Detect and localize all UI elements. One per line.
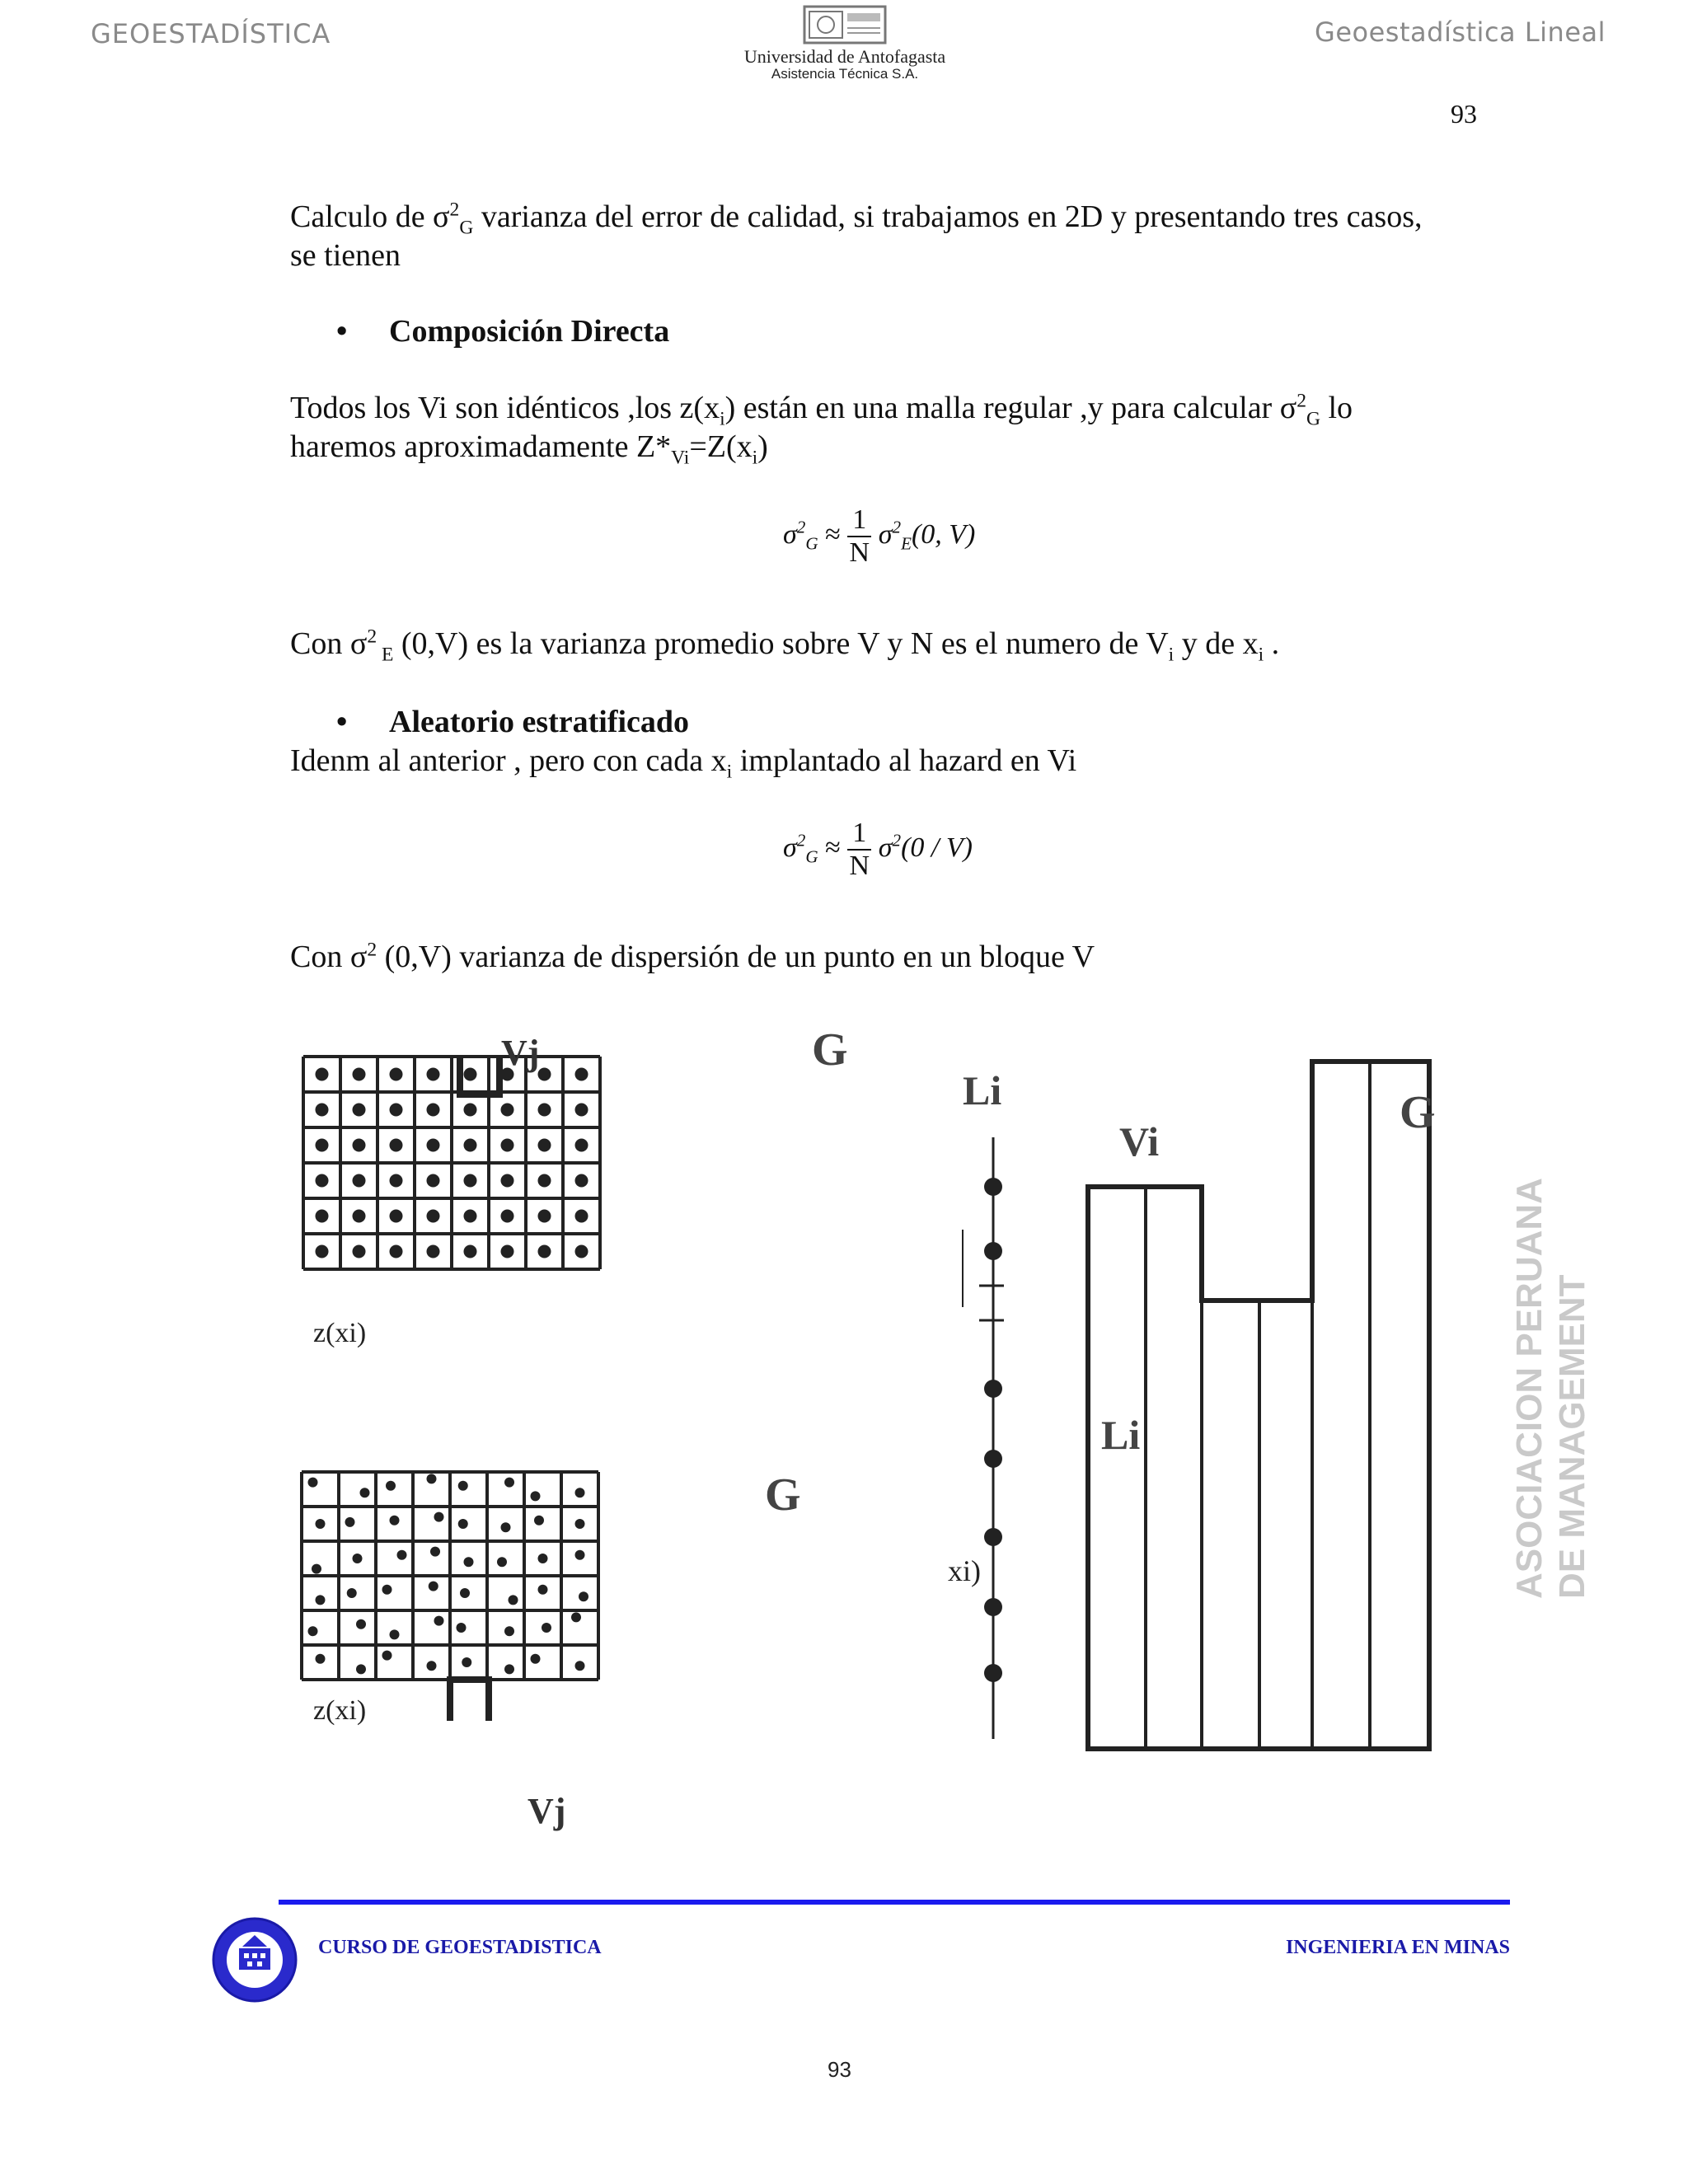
sample-point xyxy=(575,1488,585,1497)
sample-point xyxy=(984,1380,1002,1398)
sample-point xyxy=(390,1068,403,1081)
section2-paragraph: Idenm al anterior , pero con cada $x_i$ implantado al hazard en Vi xyxy=(290,743,1077,783)
sample-point xyxy=(308,1478,318,1488)
footer-left: CURSO DE GEOESTADISTICA xyxy=(318,1937,602,1958)
sample-point xyxy=(316,1174,329,1188)
sample-point xyxy=(356,1664,366,1674)
sample-point xyxy=(458,1481,468,1491)
sample-point xyxy=(538,1068,551,1081)
sample-point xyxy=(984,1528,1002,1546)
section2-title: Aleatorio estratificado xyxy=(389,705,690,739)
sample-point xyxy=(538,1554,548,1563)
sample-point xyxy=(427,1474,437,1483)
section1-title: Composición Directa xyxy=(389,314,670,349)
sample-point xyxy=(356,1619,366,1629)
sample-point xyxy=(353,1139,366,1152)
sample-point xyxy=(575,1245,588,1258)
sample-point xyxy=(316,1210,329,1223)
sample-point xyxy=(504,1664,514,1674)
sample-point xyxy=(464,1104,477,1117)
sample-point xyxy=(531,1654,541,1664)
sample-point xyxy=(390,1245,403,1258)
line-sampling-diagram xyxy=(963,1137,1004,1739)
label-li-top: Li xyxy=(963,1067,1002,1113)
label-li-mid: Li xyxy=(1101,1412,1141,1458)
sample-point xyxy=(390,1104,403,1117)
sample-point xyxy=(353,1068,366,1081)
sample-point xyxy=(504,1478,514,1488)
sample-point xyxy=(464,1557,474,1567)
watermark-line2: DE MANAGEMENT xyxy=(1552,1274,1592,1599)
sample-point xyxy=(575,1661,585,1671)
irregular-domain-diagram xyxy=(1088,1062,1429,1749)
sample-point xyxy=(382,1651,392,1661)
formula-aleatorio-estratificado: $\sigma^2_G$ ≈ $\frac{1}{N}$ $\sigma^2(0 / V)$ xyxy=(783,818,973,881)
sample-point xyxy=(579,1591,588,1601)
sample-point xyxy=(575,1139,588,1152)
sample-point xyxy=(353,1554,363,1563)
sample-point xyxy=(575,1104,588,1117)
footer-rule xyxy=(279,1900,1510,1905)
sample-point xyxy=(501,1245,514,1258)
sample-point xyxy=(353,1104,366,1117)
sample-point xyxy=(501,1139,514,1152)
sample-point xyxy=(353,1210,366,1223)
label-g-bottom: G xyxy=(765,1469,801,1521)
sample-point xyxy=(575,1519,585,1529)
header-page-number: 93 xyxy=(1451,99,1477,129)
sample-point xyxy=(390,1139,403,1152)
sample-point xyxy=(984,1598,1002,1616)
sample-point xyxy=(427,1068,440,1081)
sample-point xyxy=(427,1139,440,1152)
bullet-icon: • xyxy=(336,705,348,739)
sample-point xyxy=(360,1488,370,1497)
section1-paragraph: Todos los Vi son idénticos ,los $z(x_i)$ están en una malla regular ,y para calcular $\sigma^2_G$ lo haremos aproximadamente $Z*_{Vi}=Z(x_i)$ xyxy=(290,390,1353,469)
sample-point xyxy=(542,1623,551,1633)
sample-point xyxy=(509,1595,518,1605)
sample-point xyxy=(464,1245,477,1258)
sample-point xyxy=(316,1595,326,1605)
sample-point xyxy=(504,1626,514,1636)
sample-point xyxy=(531,1491,541,1501)
header-right: Geoestadística Lineal xyxy=(1315,16,1606,48)
sample-point xyxy=(464,1174,477,1188)
sample-point xyxy=(984,1242,1002,1260)
sample-point xyxy=(575,1174,588,1188)
sample-point xyxy=(308,1626,318,1636)
sample-point xyxy=(427,1104,440,1117)
sample-point xyxy=(345,1517,355,1527)
label-g-shape: G xyxy=(1400,1087,1436,1138)
sample-point xyxy=(353,1245,366,1258)
footer-right: INGENIERIA EN MINAS xyxy=(1285,1937,1510,1958)
watermark-line1: ASOCIACION PERUANA xyxy=(1509,1178,1550,1599)
sample-point xyxy=(457,1623,467,1633)
sample-point xyxy=(434,1616,444,1626)
sample-point xyxy=(430,1547,440,1557)
sample-point xyxy=(316,1245,329,1258)
section1-after-formula: Con $\sigma^2$ $_E$ (0,V) es la varianza promedio sobre V y N es el numero de $V_i$ y de $x_i$ . xyxy=(290,626,1280,666)
sample-point xyxy=(534,1516,544,1526)
sample-point xyxy=(397,1550,407,1560)
sample-point xyxy=(571,1612,581,1622)
sample-point xyxy=(984,1664,1002,1682)
sample-point xyxy=(386,1481,396,1491)
footer-page-number: 93 xyxy=(828,2057,851,2082)
intro-paragraph: Calculo de $\sigma^2_G$ varianza del error de calidad, si trabajamos en 2D y presentando tres casos, se tienen xyxy=(290,199,1423,273)
label-zxi-bottom: z(xi) xyxy=(313,1695,367,1726)
sample-point xyxy=(575,1210,588,1223)
sample-point xyxy=(434,1512,444,1522)
sample-point xyxy=(316,1139,329,1152)
block-vj-highlight xyxy=(450,1680,489,1721)
sample-point xyxy=(382,1585,392,1595)
header-subtitle: Asistencia Técnica S.A. xyxy=(771,66,919,82)
grid-composicion-directa xyxy=(303,1057,600,1269)
sample-point xyxy=(501,1210,514,1223)
sample-point xyxy=(464,1210,477,1223)
sample-point xyxy=(464,1139,477,1152)
label-vi: Vi xyxy=(1119,1118,1160,1165)
sample-point xyxy=(501,1104,514,1117)
university-logo xyxy=(799,3,890,46)
sample-point xyxy=(501,1174,514,1188)
figure-sampling-diagrams xyxy=(288,1014,1484,1854)
sample-point xyxy=(427,1661,437,1671)
sample-point xyxy=(538,1585,548,1595)
label-vj-bottom: Vj xyxy=(528,1791,566,1831)
sample-point xyxy=(390,1210,403,1223)
sample-point xyxy=(427,1210,440,1223)
label-g-top: G xyxy=(812,1024,848,1076)
university-seal-icon xyxy=(209,1910,300,2009)
sample-point xyxy=(538,1104,551,1117)
sample-point xyxy=(575,1068,588,1081)
sample-point xyxy=(427,1245,440,1258)
sample-point xyxy=(538,1139,551,1152)
sample-point xyxy=(538,1174,551,1188)
sample-point xyxy=(460,1588,470,1598)
sample-point xyxy=(462,1657,471,1667)
formula-composicion-directa: $\sigma^2_G$ ≈ $\frac{1}{N}$ $\sigma^2_E(0$, V) xyxy=(783,504,976,568)
sample-point xyxy=(538,1210,551,1223)
label-zxi-top: z(xi) xyxy=(313,1318,367,1348)
header-university: Universidad de Antofagasta xyxy=(743,46,946,67)
watermark xyxy=(1508,1178,1615,1599)
sample-point xyxy=(429,1582,438,1591)
sample-point xyxy=(316,1519,326,1529)
sample-point xyxy=(538,1245,551,1258)
sample-point xyxy=(347,1588,357,1598)
sample-point xyxy=(316,1654,326,1664)
sample-point xyxy=(458,1519,468,1529)
sample-point xyxy=(984,1450,1002,1468)
sample-point xyxy=(984,1178,1002,1196)
sample-point xyxy=(427,1174,440,1188)
label-vj-top: Vj xyxy=(501,1033,540,1073)
sample-point xyxy=(575,1550,585,1560)
grid-aleatorio-estratificado xyxy=(302,1472,598,1721)
sample-point xyxy=(312,1564,321,1574)
label-xi: xi) xyxy=(948,1554,981,1587)
sample-point xyxy=(390,1516,400,1526)
sample-point xyxy=(390,1629,400,1639)
bullet-icon: • xyxy=(336,314,348,349)
sample-point xyxy=(501,1522,511,1532)
header-left: GEOESTADÍSTICA xyxy=(91,18,331,49)
sample-point xyxy=(316,1104,329,1117)
sample-point xyxy=(316,1068,329,1081)
sample-point xyxy=(353,1174,366,1188)
sample-point xyxy=(390,1174,403,1188)
sample-point xyxy=(464,1068,477,1081)
section2-after-formula: Con $\sigma^2$ (0,V) varianza de dispersión de un punto en un bloque V xyxy=(290,939,1095,974)
sample-point xyxy=(497,1557,507,1567)
